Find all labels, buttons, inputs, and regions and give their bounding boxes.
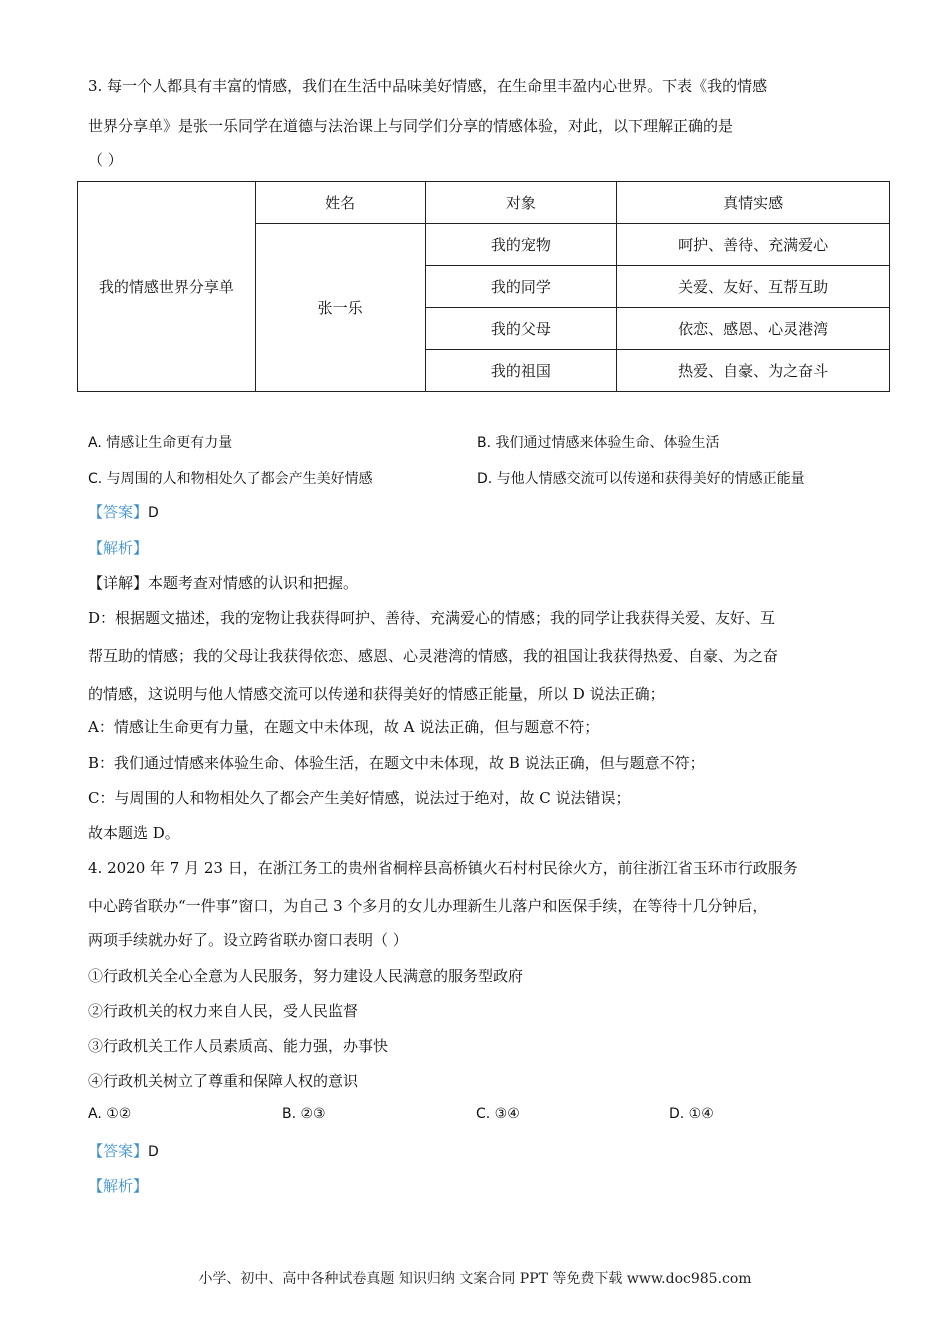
answer-value: D (148, 505, 159, 521)
q3-detail-line (88, 565, 868, 601)
q3-explain-a: A：情感让生命更有力量，在题文中未体现，故 A 说法正确，但与题意不符； (88, 718, 600, 736)
q4-option-a: A. ①② (88, 1106, 132, 1122)
table-row-object: 我的同学 (425, 266, 617, 308)
q3-conclusion: 故本题选 D。 (88, 824, 180, 842)
q3-option-a: A. 情感让生命更有力量 (88, 435, 233, 451)
answer-tag: 【答案】 (88, 1142, 149, 1160)
emotion-share-table (77, 181, 890, 392)
q4-option-d: D. ①④ (669, 1106, 714, 1122)
answer-value: D (148, 1144, 159, 1160)
q4-stem-line-1: 4. 2020 年 7 月 23 日，在浙江务工的贵州省桐梓县高桥镇火石村村民徐火方，前往浙江省玉环市行政服务 (88, 859, 798, 877)
table-row-feeling: 关爱、友好、互帮互助 (617, 266, 890, 308)
table-row-object: 我的祖国 (425, 350, 617, 392)
q3-explain-b: B：我们通过情感来体验生命、体验生活，在题文中未体现，故 B 说法正确，但与题意不符； (88, 754, 705, 772)
q4-analysis-tag: 【解析】 (88, 1177, 149, 1195)
q3-explain-d-line-3: 的情感，这说明与他人情感交流可以传递和获得美好的情感正能量，所以 D 说法正确； (88, 685, 665, 703)
q3-analysis-tag: 【解析】 (88, 539, 149, 557)
q4-answer-line (88, 1133, 868, 1170)
q3-explain-d-line-1: D：根据题文描述，我的宠物让我获得呵护、善待、充满爱心的情感；我的同学让我获得关爱、友好、互 (88, 609, 776, 627)
q3-stem-line-3: （ ） (88, 151, 123, 169)
q4-option-c: C. ③④ (476, 1106, 520, 1122)
table-title-cell: 我的情感世界分享单 (78, 182, 256, 392)
detail-intro: 本题考查对情感的认识和把握。 (148, 574, 359, 592)
q3-explain-d-line-2: 帮互助的情感；我的父母让我获得依恋、感恩、心灵港湾的情感，我的祖国让我获得热爱、自豪、为之奋 (88, 647, 779, 665)
table-row-feeling: 依恋、感恩、心灵港湾 (617, 308, 890, 350)
table-row-object: 我的父母 (425, 308, 617, 350)
q4-stem-line-3: 两项手续就办好了。设立跨省联办窗口表明（ ） (88, 931, 408, 949)
q3-option-c: C. 与周围的人和物相处久了都会产生美好情感 (88, 471, 373, 487)
q3-explain-c: C：与周围的人和物相处久了都会产生美好情感，说法过于绝对，故 C 说法错误； (88, 789, 631, 807)
q3-answer-line (88, 494, 868, 531)
header-name: 姓名 (255, 182, 425, 224)
q4-stem-line-2: 中心跨省联办“一件事”窗口，为自己 3 个多月的女儿办理新生儿落户和医保手续，在等待十几分钟后， (88, 897, 768, 915)
q3-option-b: B. 我们通过情感来体验生命、体验生活 (477, 435, 720, 451)
q4-item-4: ④行政机关树立了尊重和保障人权的意识 (88, 1072, 359, 1090)
student-name-cell: 张一乐 (255, 224, 425, 392)
page-footer: 小学、初中、高中各种试卷真题 知识归纳 文案合同 PPT 等免费下载 www.doc985.com (198, 1271, 752, 1287)
detail-tag: 【详解】 (88, 574, 149, 592)
answer-tag: 【答案】 (88, 503, 149, 521)
q4-item-3: ③行政机关工作人员素质高、能力强，办事快 (88, 1037, 389, 1055)
q3-stem-line-1: 3. 每一个人都具有丰富的情感，我们在生活中品味美好情感，在生命里丰盈内心世界。下表《我的情感 (88, 77, 768, 95)
table-row-object: 我的宠物 (425, 224, 617, 266)
q4-option-b: B. ②③ (282, 1106, 326, 1122)
q3-option-d: D. 与他人情感交流可以传递和获得美好的情感正能量 (477, 471, 805, 487)
table-row-feeling: 呵护、善待、充满爱心 (617, 224, 890, 266)
q4-item-2: ②行政机关的权力来自人民，受人民监督 (88, 1002, 359, 1020)
table-row-feeling: 热爱、自豪、为之奋斗 (617, 350, 890, 392)
q4-item-1: ①行政机关全心全意为人民服务，努力建设人民满意的服务型政府 (88, 967, 524, 985)
q3-stem-line-2: 世界分享单》是张一乐同学在道德与法治课上与同学们分享的情感体验，对此，以下理解正确的是 (88, 117, 734, 135)
header-feeling: 真情实感 (617, 182, 890, 224)
header-object: 对象 (425, 182, 617, 224)
